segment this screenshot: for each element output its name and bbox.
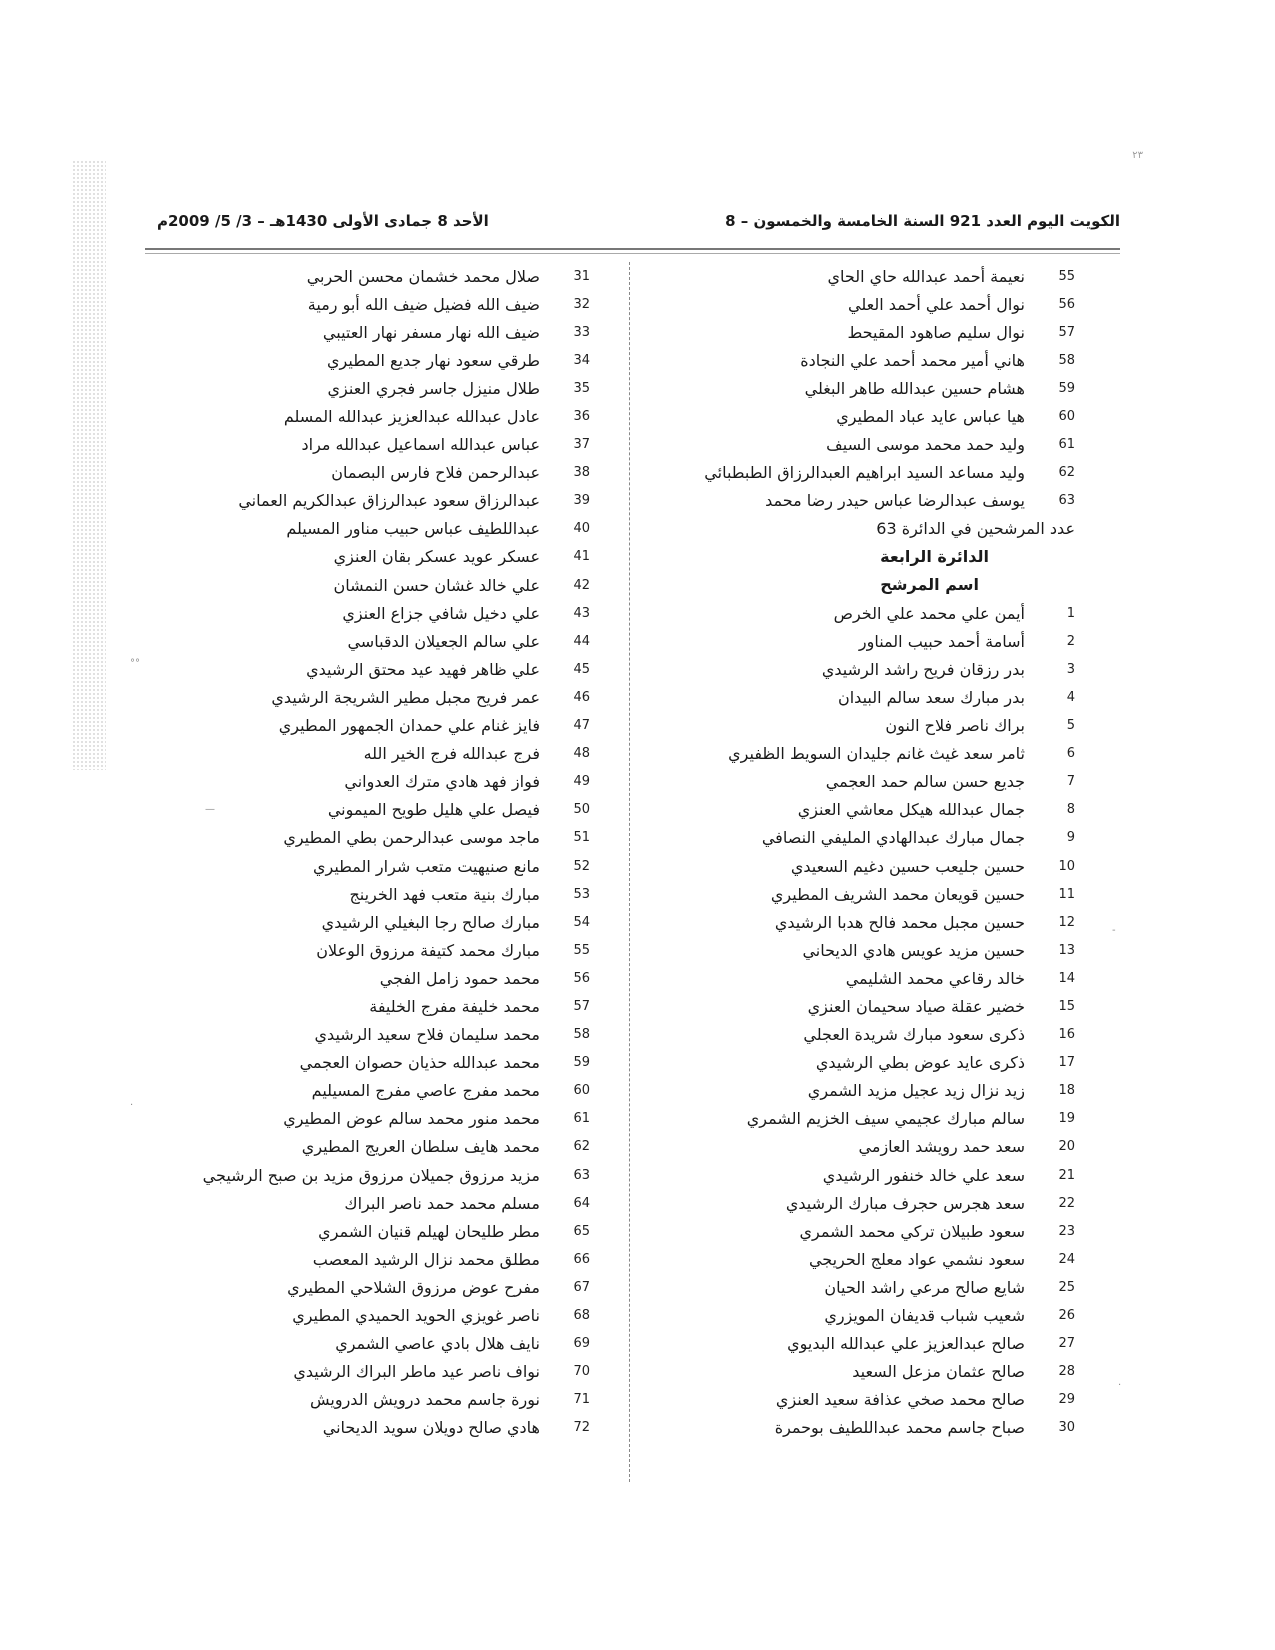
candidate-row bbox=[675, 1189, 1075, 1217]
candidate-row bbox=[675, 796, 1075, 824]
candidate-row bbox=[170, 543, 590, 571]
scan-speckle-edge bbox=[72, 160, 106, 770]
page-corner-mark: ٢٣ bbox=[1132, 150, 1143, 161]
candidate-number: 14 bbox=[1058, 970, 1075, 986]
candidate-number: 63 bbox=[573, 1167, 590, 1183]
candidate-number: 70 bbox=[573, 1364, 590, 1380]
candidate-number: 9 bbox=[1066, 830, 1075, 846]
column-divider bbox=[629, 262, 630, 1482]
right-column bbox=[675, 262, 1075, 1442]
candidate-row bbox=[170, 683, 590, 711]
candidate-number: 7 bbox=[1066, 774, 1075, 790]
candidate-name: وليد مساعد السيد ابراهيم العبدالرزاق الطبطبائي bbox=[704, 463, 1025, 483]
candidate-row bbox=[170, 964, 590, 992]
candidate-name: جديع حسن سالم حمد العجمي bbox=[825, 772, 1025, 792]
candidate-name: حسين جليعب حسين دغيم السعيدي bbox=[790, 856, 1025, 876]
candidate-number: 43 bbox=[573, 605, 590, 621]
candidate-row bbox=[170, 487, 590, 515]
candidate-name: صالح محمد صخي عذافة سعيد العنزي bbox=[775, 1390, 1025, 1410]
candidate-name: محمد هايف سلطان العريج المطيري bbox=[301, 1137, 540, 1157]
candidate-name: براك ناصر فلاح النون bbox=[885, 716, 1025, 736]
candidate-name: عبدالرزاق سعود عبدالرزاق عبدالكريم العماني bbox=[238, 491, 540, 511]
candidate-name: نوال سليم صاهود المقيحط bbox=[847, 322, 1025, 342]
candidate-row bbox=[675, 487, 1075, 515]
candidate-row bbox=[675, 374, 1075, 402]
candidate-name: وليد حمد محمد موسى السيف bbox=[826, 435, 1025, 455]
candidate-number: 59 bbox=[573, 1055, 590, 1071]
candidate-number: 49 bbox=[573, 774, 590, 790]
candidate-row bbox=[170, 346, 590, 374]
left-column bbox=[170, 262, 590, 1442]
candidate-row bbox=[675, 1386, 1075, 1414]
candidate-number: 27 bbox=[1058, 1336, 1075, 1352]
candidate-name: عبداللطيف عباس حبيب مناور المسيلم bbox=[286, 519, 540, 539]
candidate-number: 71 bbox=[573, 1392, 590, 1408]
candidate-name: هاني أمير محمد أحمد علي النجادة bbox=[800, 350, 1025, 370]
candidate-name: ذكرى سعود مبارك شريدة العجلي bbox=[803, 1025, 1025, 1045]
candidate-number: 4 bbox=[1066, 689, 1075, 705]
candidate-row bbox=[170, 1133, 590, 1161]
candidate-name: محمد مفرج عاصي مفرج المسيليم bbox=[311, 1081, 540, 1101]
candidate-name: خضير عقلة صياد سحيمان العنزي bbox=[807, 996, 1025, 1016]
candidate-number: 23 bbox=[1058, 1223, 1075, 1239]
candidate-name: حسين قويعان محمد الشريف المطيري bbox=[770, 884, 1025, 904]
candidate-number: 32 bbox=[573, 296, 590, 312]
candidate-name: طلال منيزل جاسر فجري العنزي bbox=[327, 378, 540, 398]
candidate-name: مسلم محمد حمد ناصر البراك bbox=[344, 1193, 540, 1213]
candidate-row bbox=[170, 1077, 590, 1105]
candidate-row bbox=[170, 431, 590, 459]
candidate-number: 36 bbox=[573, 409, 590, 425]
candidate-name: شايع صالح مرعي راشد الحيان bbox=[824, 1277, 1025, 1297]
candidate-name: مفرح عوض مرزوق الشلاحي المطيري bbox=[287, 1277, 540, 1297]
candidate-number: 2 bbox=[1066, 633, 1075, 649]
candidate-name: محمد حمود زامل الفجي bbox=[379, 968, 540, 988]
candidate-number: 65 bbox=[573, 1223, 590, 1239]
candidate-name: عمر فريح مجبل مطير الشريجة الرشيدي bbox=[271, 687, 540, 707]
candidate-row bbox=[170, 374, 590, 402]
candidate-row bbox=[675, 992, 1075, 1020]
candidate-number: 29 bbox=[1058, 1392, 1075, 1408]
candidate-number: 18 bbox=[1058, 1083, 1075, 1099]
district-four-candidate-list-continued bbox=[170, 262, 590, 1442]
candidate-number: 56 bbox=[573, 970, 590, 986]
candidate-name: خالد رقاعي محمد الشليمي bbox=[845, 968, 1025, 988]
candidate-row bbox=[675, 852, 1075, 880]
candidate-row bbox=[675, 459, 1075, 487]
candidate-number: 61 bbox=[1058, 437, 1075, 453]
candidate-number: 55 bbox=[573, 942, 590, 958]
candidate-name: صباح جاسم محمد عبداللطيف بوحمرة bbox=[774, 1418, 1025, 1438]
header-date: الأحد 8 جمادى الأولى 1430هـ – 3/ 5/ 2009م bbox=[157, 212, 489, 230]
candidate-number: 6 bbox=[1066, 746, 1075, 762]
district-four-candidate-list bbox=[675, 599, 1075, 1442]
candidate-name: مطلق محمد نزال الرشيد المعصب bbox=[312, 1249, 540, 1269]
candidate-row bbox=[675, 627, 1075, 655]
candidate-row bbox=[675, 1358, 1075, 1386]
candidate-row bbox=[170, 571, 590, 599]
candidate-number: 8 bbox=[1066, 802, 1075, 818]
candidate-row bbox=[170, 655, 590, 683]
candidate-name: مبارك بنية متعب فهد الخرينج bbox=[349, 884, 540, 904]
candidate-row bbox=[675, 431, 1075, 459]
candidate-name: أيمن علي محمد علي الخرص bbox=[833, 603, 1025, 623]
candidate-row bbox=[170, 936, 590, 964]
candidate-number: 45 bbox=[573, 661, 590, 677]
candidate-number: 50 bbox=[573, 802, 590, 818]
candidate-row bbox=[170, 1245, 590, 1273]
candidate-number: 53 bbox=[573, 886, 590, 902]
candidate-row bbox=[675, 346, 1075, 374]
candidate-row bbox=[675, 1217, 1075, 1245]
candidate-name: ثامر سعد غيث غانم جليدان السويط الظفيري bbox=[728, 744, 1025, 764]
scan-mark: - bbox=[1112, 925, 1116, 936]
candidate-row bbox=[170, 740, 590, 768]
candidate-row bbox=[170, 1358, 590, 1386]
candidate-row bbox=[675, 824, 1075, 852]
candidate-number: 60 bbox=[573, 1083, 590, 1099]
candidate-name: علي سالم الجعيلان الدقباسي bbox=[347, 631, 540, 651]
candidate-number: 57 bbox=[1058, 324, 1075, 340]
candidate-name: نوال أحمد علي أحمد العلي bbox=[848, 294, 1025, 314]
candidate-name: ذكرى عايد عوض بطي الرشيدي bbox=[815, 1053, 1025, 1073]
candidate-number: 25 bbox=[1058, 1279, 1075, 1295]
candidate-number: 62 bbox=[1058, 465, 1075, 481]
candidate-row bbox=[170, 1414, 590, 1442]
candidate-row bbox=[675, 740, 1075, 768]
scan-mark: °° bbox=[130, 658, 140, 669]
candidate-number: 1 bbox=[1066, 605, 1075, 621]
candidate-number: 60 bbox=[1058, 409, 1075, 425]
candidate-number: 12 bbox=[1058, 914, 1075, 930]
page-header bbox=[145, 212, 1120, 236]
candidate-number: 41 bbox=[573, 549, 590, 565]
candidate-row bbox=[170, 1049, 590, 1077]
candidate-row bbox=[675, 1021, 1075, 1049]
candidate-row bbox=[675, 1133, 1075, 1161]
candidate-row bbox=[170, 599, 590, 627]
candidate-number: 51 bbox=[573, 830, 590, 846]
candidate-name: ضيف الله فضيل ضيف الله أبو رمية bbox=[307, 294, 540, 314]
candidate-name: جمال عبدالله هيكل معاشي العنزي bbox=[797, 800, 1025, 820]
candidate-number: 39 bbox=[573, 493, 590, 509]
candidate-name: محمد سليمان فلاح سعيد الرشيدي bbox=[314, 1025, 540, 1045]
candidate-number: 22 bbox=[1058, 1195, 1075, 1211]
candidate-row bbox=[675, 1245, 1075, 1273]
candidate-row bbox=[170, 459, 590, 487]
candidate-row bbox=[675, 936, 1075, 964]
header-issue-info: الكويت اليوم العدد 921 السنة الخامسة والخمسون – 8 bbox=[725, 212, 1120, 230]
candidate-number: 17 bbox=[1058, 1055, 1075, 1071]
candidate-number: 44 bbox=[573, 633, 590, 649]
candidate-number: 19 bbox=[1058, 1111, 1075, 1127]
candidate-number: 35 bbox=[573, 380, 590, 396]
candidate-number: 3 bbox=[1066, 661, 1075, 677]
candidate-name: صالح عثمان مزعل السعيد bbox=[852, 1362, 1025, 1382]
candidate-name: نواف ناصر عيد ماطر البراك الرشيدي bbox=[293, 1362, 540, 1382]
candidate-name: علي دخيل شافي جزاع العنزي bbox=[342, 603, 540, 623]
candidate-name: فرج عبدالله فرج الخير الله bbox=[363, 744, 540, 764]
scan-mark: · bbox=[1118, 1380, 1122, 1391]
candidate-number: 42 bbox=[573, 577, 590, 593]
candidate-row bbox=[170, 1105, 590, 1133]
candidate-name: فايز غنام علي حمدان الجمهور المطيري bbox=[278, 716, 540, 736]
candidate-number: 61 bbox=[573, 1111, 590, 1127]
candidate-number: 34 bbox=[573, 352, 590, 368]
candidate-row bbox=[675, 768, 1075, 796]
candidate-name: هيا عباس عايد عباد المطيري bbox=[836, 407, 1025, 427]
candidate-number: 21 bbox=[1058, 1167, 1075, 1183]
candidate-name: سعد حمد رويشد العازمي bbox=[858, 1137, 1025, 1157]
candidate-row bbox=[170, 992, 590, 1020]
candidate-name: شعيب شباب قديفان المويزري bbox=[824, 1306, 1025, 1326]
candidate-row bbox=[675, 1105, 1075, 1133]
candidate-number: 13 bbox=[1058, 942, 1075, 958]
candidate-name: نعيمة أحمد عبدالله حاي الحاي bbox=[827, 266, 1025, 286]
candidate-row bbox=[170, 1021, 590, 1049]
candidate-name: أسامة أحمد حبيب المناور bbox=[858, 631, 1025, 651]
candidate-name: جمال مبارك عبدالهادي المليفي النصافي bbox=[761, 828, 1025, 848]
candidate-number: 64 bbox=[573, 1195, 590, 1211]
candidate-number: 37 bbox=[573, 437, 590, 453]
candidate-row bbox=[170, 824, 590, 852]
candidate-name: مطر طليحان لهيلم قنيان الشمري bbox=[318, 1221, 540, 1241]
district-heading: الدائرة الرابعة bbox=[880, 546, 989, 566]
candidate-number: 47 bbox=[573, 718, 590, 734]
candidate-row bbox=[170, 1330, 590, 1358]
candidate-row bbox=[170, 1386, 590, 1414]
candidate-name: محمد عبدالله حذيان حصوان العجمي bbox=[299, 1053, 540, 1073]
candidate-row bbox=[170, 1273, 590, 1301]
candidate-row bbox=[170, 1161, 590, 1189]
candidate-name: عادل عبدالله عبدالعزيز عبدالله المسلم bbox=[283, 407, 540, 427]
candidate-number: 26 bbox=[1058, 1308, 1075, 1324]
candidate-row bbox=[170, 318, 590, 346]
candidate-number: 57 bbox=[573, 998, 590, 1014]
candidate-row bbox=[675, 908, 1075, 936]
candidate-row bbox=[170, 880, 590, 908]
candidate-name: محمد خليفة مفرج الخليفة bbox=[369, 996, 540, 1016]
candidate-row bbox=[675, 880, 1075, 908]
candidate-number: 59 bbox=[1058, 380, 1075, 396]
candidate-name: سالم مبارك عجيمي سيف الخزيم الشمري bbox=[746, 1109, 1025, 1129]
candidate-row bbox=[675, 599, 1075, 627]
candidate-name: حسين مزيد عويس هادي الديحاني bbox=[802, 940, 1025, 960]
candidate-number: 52 bbox=[573, 858, 590, 874]
candidate-name: هشام حسين عبدالله طاهر البغلي bbox=[804, 378, 1025, 398]
candidate-name: حسين مجبل محمد فالح هدبا الرشيدي bbox=[774, 912, 1025, 932]
candidate-number: 58 bbox=[573, 1027, 590, 1043]
candidate-row bbox=[675, 1301, 1075, 1329]
candidate-number: 63 bbox=[1058, 493, 1075, 509]
candidate-number: 15 bbox=[1058, 998, 1075, 1014]
candidate-name: نايف هلال بادي عاصي الشمري bbox=[335, 1334, 540, 1354]
candidate-name: مبارك صالح رجا البغيلي الرشيدي bbox=[321, 912, 540, 932]
candidate-list-continued bbox=[675, 262, 1075, 515]
candidate-name: ناصر غويزي الحويد الحميدي المطيري bbox=[292, 1306, 540, 1326]
candidate-row bbox=[170, 1189, 590, 1217]
candidate-row bbox=[675, 1077, 1075, 1105]
candidate-number: 56 bbox=[1058, 296, 1075, 312]
candidate-row bbox=[675, 1161, 1075, 1189]
candidate-name: سعد هجرس حجرف مبارك الرشيدي bbox=[785, 1193, 1025, 1213]
candidate-name: بدر رزقان فريح راشد الرشيدي bbox=[821, 659, 1025, 679]
candidate-number: 68 bbox=[573, 1308, 590, 1324]
district-candidate-count: عدد المرشحين في الدائرة 63 bbox=[876, 518, 1075, 538]
candidate-row bbox=[170, 712, 590, 740]
candidate-number: 10 bbox=[1058, 858, 1075, 874]
candidate-name: صالح عبدالعزيز علي عبدالله البديوي bbox=[787, 1334, 1025, 1354]
candidate-name: عبدالرحمن فلاح فارس البصمان bbox=[331, 463, 540, 483]
candidate-row bbox=[675, 683, 1075, 711]
candidate-name: صلال محمد خشمان محسن الحربي bbox=[306, 266, 540, 286]
candidate-row bbox=[675, 402, 1075, 430]
candidate-name: علي ظاهر فهيد عيد محتق الرشيدي bbox=[306, 659, 540, 679]
candidate-number: 16 bbox=[1058, 1027, 1075, 1043]
candidate-number: 28 bbox=[1058, 1364, 1075, 1380]
candidate-name: ضيف الله نهار مسفر نهار العتيبي bbox=[322, 322, 540, 342]
candidate-number: 5 bbox=[1066, 718, 1075, 734]
candidate-number: 72 bbox=[573, 1420, 590, 1436]
candidate-number: 38 bbox=[573, 465, 590, 481]
candidate-name: عسكر عويد عسكر بقان العنزي bbox=[333, 547, 540, 567]
candidate-number: 46 bbox=[573, 689, 590, 705]
candidate-name: سعود نشمي عواد معلج الحريجي bbox=[808, 1249, 1025, 1269]
candidate-number: 40 bbox=[573, 521, 590, 537]
candidate-row bbox=[675, 1330, 1075, 1358]
candidate-row bbox=[170, 1217, 590, 1245]
candidate-name: فيصل علي هليل طويح الميموني bbox=[327, 800, 540, 820]
candidate-row bbox=[675, 1049, 1075, 1077]
candidate-number: 20 bbox=[1058, 1139, 1075, 1155]
candidate-number: 11 bbox=[1058, 886, 1075, 902]
candidate-row bbox=[675, 1273, 1075, 1301]
candidate-name: طرقي سعود نهار جديع المطيري bbox=[327, 350, 540, 370]
candidate-name: هادي صالح دويلان سويد الديحاني bbox=[322, 1418, 540, 1438]
candidate-row bbox=[675, 655, 1075, 683]
candidate-row bbox=[675, 964, 1075, 992]
candidate-row bbox=[675, 1414, 1075, 1442]
candidate-row bbox=[675, 290, 1075, 318]
candidate-name: يوسف عبدالرضا عباس حيدر رضا محمد bbox=[765, 491, 1025, 511]
candidate-number: 66 bbox=[573, 1251, 590, 1267]
candidate-row bbox=[675, 318, 1075, 346]
candidate-row bbox=[170, 796, 590, 824]
candidate-row bbox=[170, 290, 590, 318]
candidate-row bbox=[675, 712, 1075, 740]
candidate-number: 62 bbox=[573, 1139, 590, 1155]
candidate-row bbox=[170, 768, 590, 796]
candidate-row bbox=[170, 402, 590, 430]
candidate-row bbox=[675, 262, 1075, 290]
candidate-number: 24 bbox=[1058, 1251, 1075, 1267]
candidate-number: 48 bbox=[573, 746, 590, 762]
candidate-name: مزيد مرزوق جميلان مرزوق مزيد بن صبح الرشيجي bbox=[202, 1165, 540, 1185]
candidate-name: محمد منور محمد سالم عوض المطيري bbox=[283, 1109, 540, 1129]
candidate-number: 67 bbox=[573, 1279, 590, 1295]
candidate-name: سعد علي خالد خنفور الرشيدي bbox=[822, 1165, 1025, 1185]
candidate-number: 33 bbox=[573, 324, 590, 340]
candidate-name: علي خالد غشان حسن النمشان bbox=[333, 575, 540, 595]
candidate-row bbox=[170, 627, 590, 655]
candidate-number: 54 bbox=[573, 914, 590, 930]
scan-mark: · bbox=[130, 1100, 134, 1111]
candidate-name: فواز فهد هادي مترك العدواني bbox=[344, 772, 540, 792]
candidate-number: 55 bbox=[1058, 268, 1075, 284]
candidate-name: بدر مبارك سعد سالم البيدان bbox=[837, 687, 1025, 707]
candidate-row bbox=[170, 908, 590, 936]
candidate-number: 31 bbox=[573, 268, 590, 284]
candidate-name: ماجد موسى عبدالرحمن بطي المطيري bbox=[283, 828, 540, 848]
candidate-row bbox=[170, 262, 590, 290]
candidate-name: نورة جاسم محمد درويش الدرويش bbox=[310, 1390, 540, 1410]
scan-mark: — bbox=[205, 804, 215, 815]
candidate-name: مبارك محمد كتيفة مرزوق الوعلان bbox=[316, 940, 540, 960]
candidate-name: سعود طبيلان تركي محمد الشمري bbox=[799, 1221, 1025, 1241]
candidate-number: 58 bbox=[1058, 352, 1075, 368]
candidate-number: 69 bbox=[573, 1336, 590, 1352]
candidate-name-heading: اسم المرشح bbox=[880, 575, 979, 595]
candidate-name: عباس عبدالله اسماعيل عبدالله مراد bbox=[301, 435, 540, 455]
candidate-number: 30 bbox=[1058, 1420, 1075, 1436]
candidate-row bbox=[170, 852, 590, 880]
candidate-row bbox=[170, 515, 590, 543]
candidate-name: مانع صنيهيت متعب شرار المطيري bbox=[312, 856, 540, 876]
candidate-row bbox=[170, 1301, 590, 1329]
candidate-name: زيد نزال زيد عجيل مزيد الشمري bbox=[807, 1081, 1025, 1101]
header-rule bbox=[145, 248, 1120, 254]
